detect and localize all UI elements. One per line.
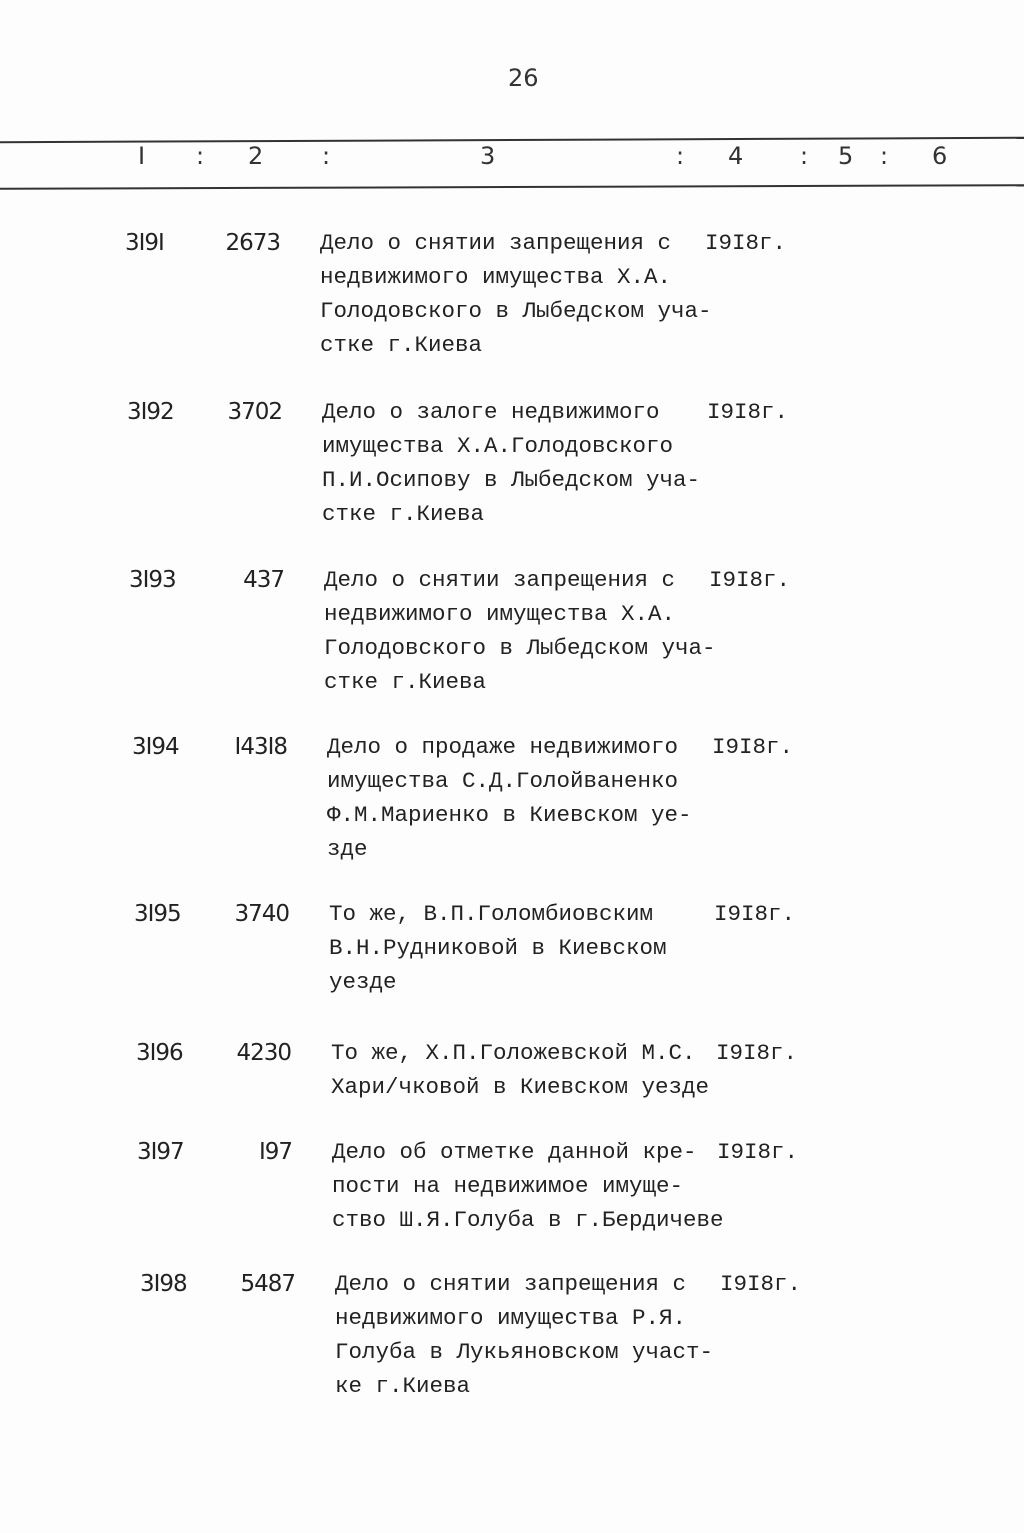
description-line: То же, Х.П.Голожевской М.С. [331,1040,696,1066]
description-line: недвижимого имущества Х.А. [320,264,672,290]
file-number: 3740 [234,901,289,927]
description-line: стке г.Киева [320,332,483,358]
file-number: 3702 [227,399,282,425]
year: I9I8г. [709,567,791,593]
description-line: имущества С.Д.Голойваненко [327,768,679,794]
description-line: ство Ш.Я.Голуба в г.Бердичеве [332,1207,724,1233]
description-line: То же, В.П.Голомбиовским [329,901,654,927]
column-separator: : [800,142,809,170]
year: I9I8г. [720,1271,802,1297]
column-separator: : [196,142,205,170]
column-header: 4 [728,142,744,170]
description-line: стке г.Киева [324,669,487,695]
column-header: 5 [838,142,854,170]
record-number: 3I97 [137,1139,184,1165]
description-line: Дело о залоге недвижимого [322,399,660,425]
description-line: Голодовского в Лыбедском уча- [324,635,716,661]
year: I9I8г. [707,399,789,425]
description-line: В.Н.Рудниковой в Киевском [329,935,667,961]
column-header: 3 [480,142,496,170]
column-separator: : [322,142,331,170]
description-line: Дело об отметке данной кре- [332,1139,697,1165]
record-number: 3I96 [136,1040,183,1066]
file-number: 437 [243,567,284,593]
column-separator: : [676,142,685,170]
column-header: 6 [932,142,948,170]
description-line: недвижимого имущества Р.Я. [335,1305,687,1331]
header-bottom-rule [0,184,1024,190]
description-line: Ф.М.Мариенко в Киевском уе- [327,802,692,828]
description-line: П.И.Осипову в Лыбедском уча- [322,467,701,493]
description-line: имущества Х.А.Голодовского [322,433,674,459]
column-header: I [138,142,146,170]
record-number: 3I94 [132,734,179,760]
file-number: 2673 [225,230,280,256]
record-number: 3I92 [127,399,174,425]
file-number: I43I8 [234,734,287,760]
year: I9I8г. [712,734,794,760]
column-header: 2 [248,142,264,170]
description-line: ке г.Киева [335,1373,471,1399]
description-line: Голодовского в Лыбедском уча- [320,298,712,324]
description-line: зде [327,836,368,862]
description-line: Дело о снятии запрещения с [324,567,676,593]
description-line: уезде [329,969,397,995]
description-line: Голуба в Лукьяновском участ- [335,1339,714,1365]
description-line: Дело о снятии запрещения с [320,230,672,256]
year: I9I8г. [717,1139,799,1165]
description-line: Хари/чковой в Киевском уезде [331,1074,710,1100]
year: I9I8г. [705,230,787,256]
file-number: 4230 [236,1040,291,1066]
description-line: Дело о продаже недвижимого [327,734,679,760]
record-number: 3I9I [125,230,164,256]
file-number: I97 [258,1139,292,1165]
header-top-rule [0,137,1024,143]
record-number: 3I98 [140,1271,187,1297]
file-number: 5487 [240,1271,295,1297]
page-number: 26 [508,64,539,92]
description-line: стке г.Киева [322,501,485,527]
year: I9I8г. [714,901,796,927]
column-separator: : [880,142,889,170]
year: I9I8г. [716,1040,798,1066]
record-number: 3I93 [129,567,176,593]
description-line: пости на недвижимое имуще- [332,1173,684,1199]
description-line: Дело о снятии запрещения с [335,1271,687,1297]
description-line: недвижимого имущества Х.А. [324,601,676,627]
record-number: 3I95 [134,901,181,927]
